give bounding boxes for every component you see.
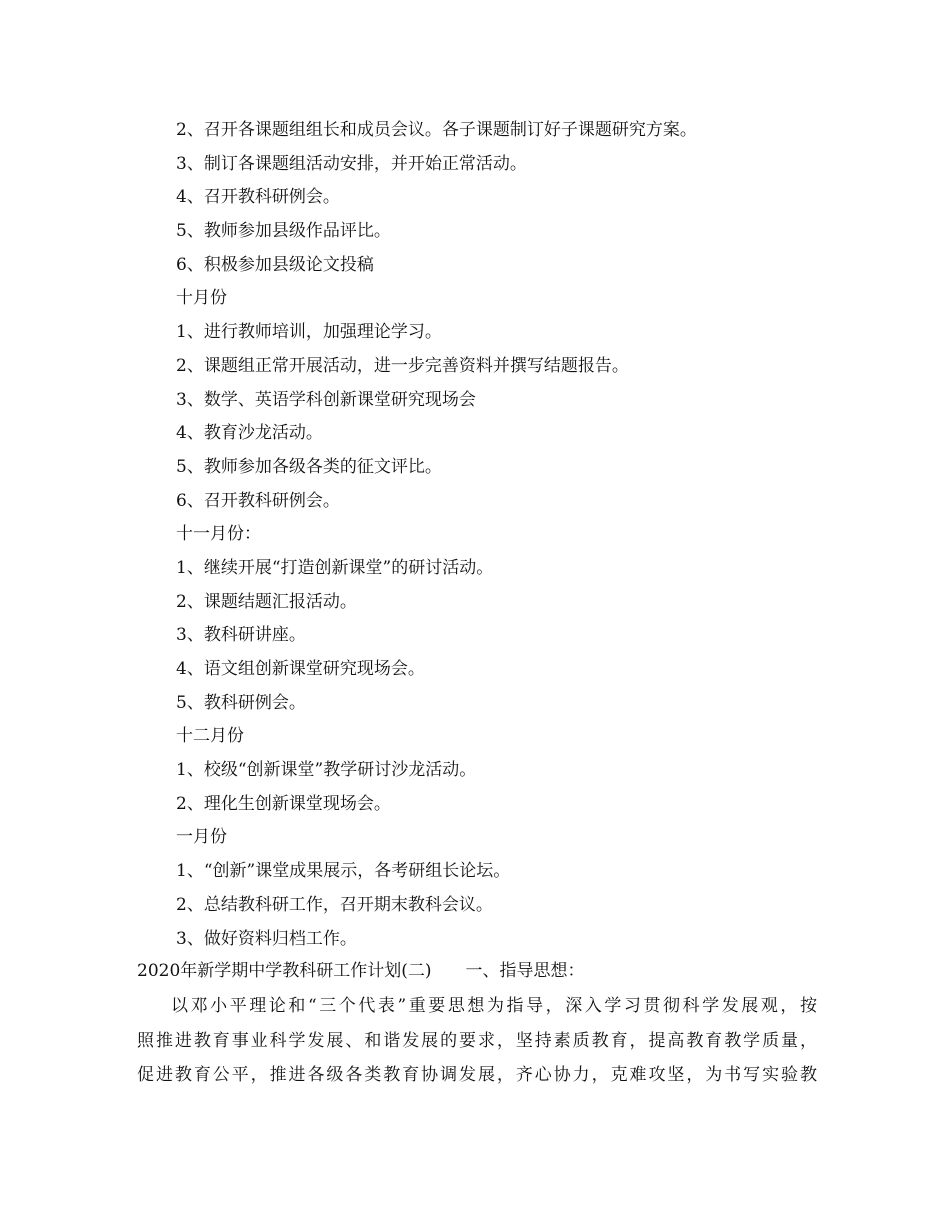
month-heading: 一月份: [176, 827, 227, 848]
list-item: 1、继续开展“打造创新课堂”的研讨活动。: [176, 557, 494, 578]
month-heading: 十一月份：: [176, 524, 261, 545]
list-item: 2、课题结题汇报活动。: [176, 591, 357, 612]
paragraph-line: 以邓小平理论和“三个代表”重要思想为指导，深入学习贯彻科学发展观，按: [171, 996, 817, 1016]
section-subtitle: 一、指导思想：: [465, 961, 585, 981]
guiding-paragraph: [137, 989, 817, 1093]
list-item: 4、语文组创新课堂研究现场会。: [176, 659, 425, 679]
list-item: 6、召开教科研例会。: [176, 490, 340, 511]
paragraph-line: 促进教育公平，推进各级各类教育协调发展，齐心协力，克难攻坚，为书写实验教: [137, 1065, 817, 1085]
list-item: 3、教科研讲座。: [176, 625, 306, 646]
list-item: 5、教科研例会。: [176, 692, 306, 713]
list-item: 4、召开教科研例会。: [176, 187, 340, 208]
list-item: 1、校级“创新课堂”教学研讨沙龙活动。: [176, 760, 477, 781]
list-item: 1、进行教师培训，加强理论学习。: [176, 322, 442, 343]
list-item: 2、课题组正常开展活动，进一步完善资料并撰写结题报告。: [176, 355, 629, 376]
plan-list: [176, 114, 876, 956]
list-item: 3、做好资料归档工作。: [176, 928, 357, 949]
list-item: 1、“创新”课堂成果展示，各考研组长论坛。: [176, 861, 511, 882]
paragraph-line: 照推进教育事业科学发展、和谐发展的要求，坚持素质教育，提高教育教学质量，: [137, 1030, 817, 1051]
list-item: 5、教师参加县级作品评比。: [176, 221, 391, 242]
list-item: 3、数学、英语学科创新课堂研究现场会: [176, 389, 476, 410]
month-heading: 十月份: [176, 288, 227, 309]
section-title: 2020年新学期中学教科研工作计划(二): [137, 961, 432, 981]
list-item: 6、积极参加县级论文投稿: [176, 254, 374, 275]
month-heading: 十二月份: [176, 726, 244, 747]
list-item: 5、教师参加各级各类的征文评比。: [176, 456, 442, 477]
section-heading: [137, 956, 585, 986]
list-item: 2、理化生创新课堂现场会。: [176, 793, 391, 814]
list-item: 2、召开各课题组组长和成员会议。各子课题制订好子课题研究方案。: [176, 120, 697, 140]
list-item: 2、总结教科研工作，召开期末教科会议。: [176, 894, 493, 915]
list-item: 4、教育沙龙活动。: [176, 423, 323, 444]
list-item: 3、制订各课题组活动安排，并开始正常活动。: [176, 153, 527, 174]
